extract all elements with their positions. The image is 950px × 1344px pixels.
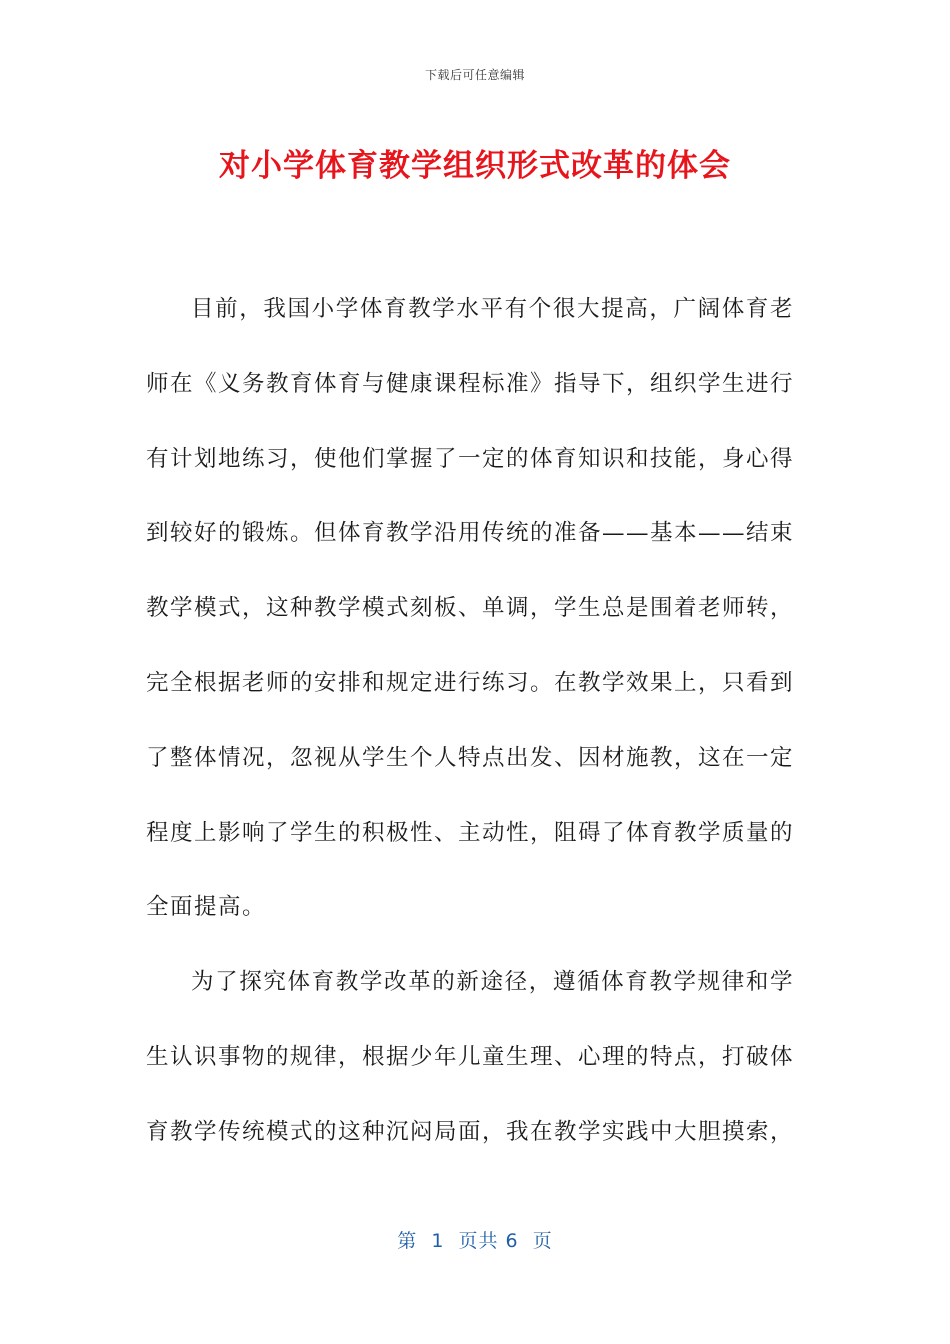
header-note: 下载后可任意编辑 <box>424 68 525 82</box>
paragraph: 为了探究体育教学改革的新途径，遵循体育教学规律和学生认识事物的规律，根据少年儿童生理、心理的特点，打破体育教学传统模式的这种沉闷局面，我在教学实践中大胆摸索， <box>146 969 795 1145</box>
document-title: 对小学体育教学组织形式改革的体会 <box>219 148 731 184</box>
paragraph: 目前，我国小学体育教学水平有个很大提高，广阔体育老师在《义务教育体育与健康课程标准》指导下，组织学生进行有计划地练习，使他们掌握了一定的体育知识和技能，身心得到较好的锻炼。但体育教学沿用传统的准备——基本——结束教学模式，这种教学模式刻板、单调，学生总是围着老师转，完全根据老师的安排和规定进行练习。在教学效果上，只看到了整体情况，忽视从学生个人特点出发、因材施教，这在一定程度上影响了学生的积极性、主动性，阻碍了体育教学质量的全面提高。 <box>146 296 795 921</box>
document-body <box>146 272 794 1170</box>
page-number: 第 1 页共 6 页 <box>397 1230 553 1252</box>
